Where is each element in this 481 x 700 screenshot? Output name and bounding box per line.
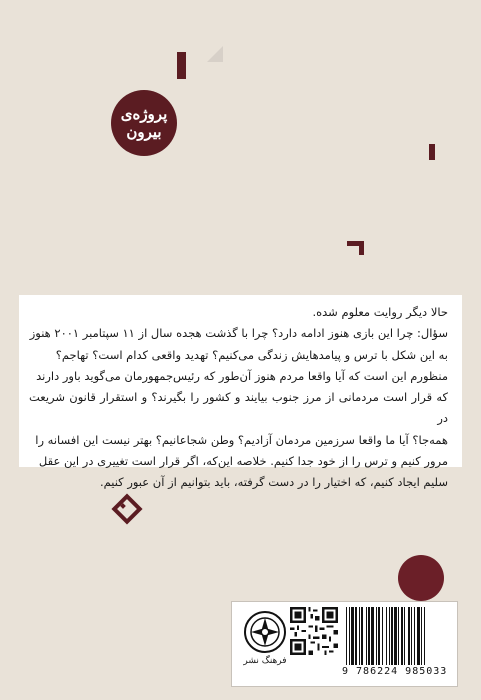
- publisher-logo: [238, 610, 292, 678]
- blurb-line: سؤال: چرا این بازی هنوز ادامه دارد؟ چرا با گذشت هجده سال از ۱۱ سپتامبر ۲۰۰۱ هنوز: [29, 326, 448, 341]
- decorative-diamond: [111, 493, 142, 524]
- barcode-bar: [351, 607, 354, 665]
- barcode-bar: [398, 607, 399, 665]
- barcode-bar: [391, 607, 393, 665]
- barcode-bar: [355, 607, 357, 665]
- decorative-bar: [177, 52, 186, 79]
- barcode-bar: [408, 607, 410, 665]
- barcode-bar: [361, 607, 363, 665]
- qr-code-icon: [290, 607, 338, 655]
- isbn-barcode: [344, 607, 454, 665]
- barcode-bar: [421, 607, 422, 665]
- barcode-bar: [346, 607, 347, 665]
- blurb-line: منظورم این است که آیا واقعا مردم هنوز آن‌طور که رئیس‌جمهورمان می‌گوید باور دارند: [36, 368, 448, 383]
- barcode-bar: [386, 607, 387, 665]
- barcode-bar: [414, 607, 415, 665]
- barcode-bar: [366, 607, 367, 665]
- series-logo: [111, 90, 177, 156]
- barcode-bar: [382, 607, 383, 665]
- barcode-bar: [394, 607, 397, 665]
- barcode-bar: [411, 607, 412, 665]
- decorative-triangle: [207, 46, 223, 62]
- barcode-panel: [231, 601, 458, 687]
- publisher-name: فرهنگ نشر: [243, 656, 287, 666]
- blurb-line: به این شکل با ترس و پیامدهایش زندگی می‌کنیم؟ تهدید واقعی کدام است؟ تهاجم؟: [55, 347, 448, 362]
- blurb-line: سلیم ایجاد کنیم، که اختیار را در دست گرفته، باید بتوانیم از آن عبور کنیم.: [99, 475, 448, 490]
- series-logo-line1: پروژه‌ی: [120, 105, 168, 124]
- barcode-bar: [417, 607, 420, 665]
- barcode-bar: [424, 607, 425, 665]
- decorative-circle: [398, 555, 444, 601]
- decorative-bar-small: [429, 144, 435, 160]
- blurb-line: که قرار است مردمانی از مرز جنوب بیایند و کشور را بگیرند؟ و استقرار قانون شریعت در: [29, 390, 448, 426]
- blurb-box: [19, 295, 462, 490]
- barcode-bar: [371, 607, 374, 665]
- barcode-bar: [349, 607, 350, 665]
- barcode-bar: [378, 607, 380, 665]
- barcode-bar: [401, 607, 403, 665]
- blurb-line: همه‌جا؟ آیا ما واقعا سرزمین مردمان آزادیم؟ وطن شجاعانیم؟ بهتر نیست این افسانه را: [35, 432, 448, 447]
- blurb-line: مرور کنیم و ترس را از خود جدا کنیم. خلاصه این‌که، اگر قرار است تغییری در این عقل: [38, 454, 448, 469]
- barcode-bar: [404, 607, 405, 665]
- barcode-bar: [359, 607, 360, 665]
- barcode-bar: [389, 607, 390, 665]
- isbn-number: 9 786224 985033: [342, 666, 448, 677]
- blurb-line: حالا دیگر روایت معلوم شده.: [312, 305, 448, 319]
- decorative-corner: [347, 241, 364, 255]
- barcode-bar: [368, 607, 370, 665]
- publisher-emblem-icon: [243, 610, 287, 654]
- barcode-bar: [376, 607, 377, 665]
- series-logo-line2: بیرون: [126, 123, 162, 141]
